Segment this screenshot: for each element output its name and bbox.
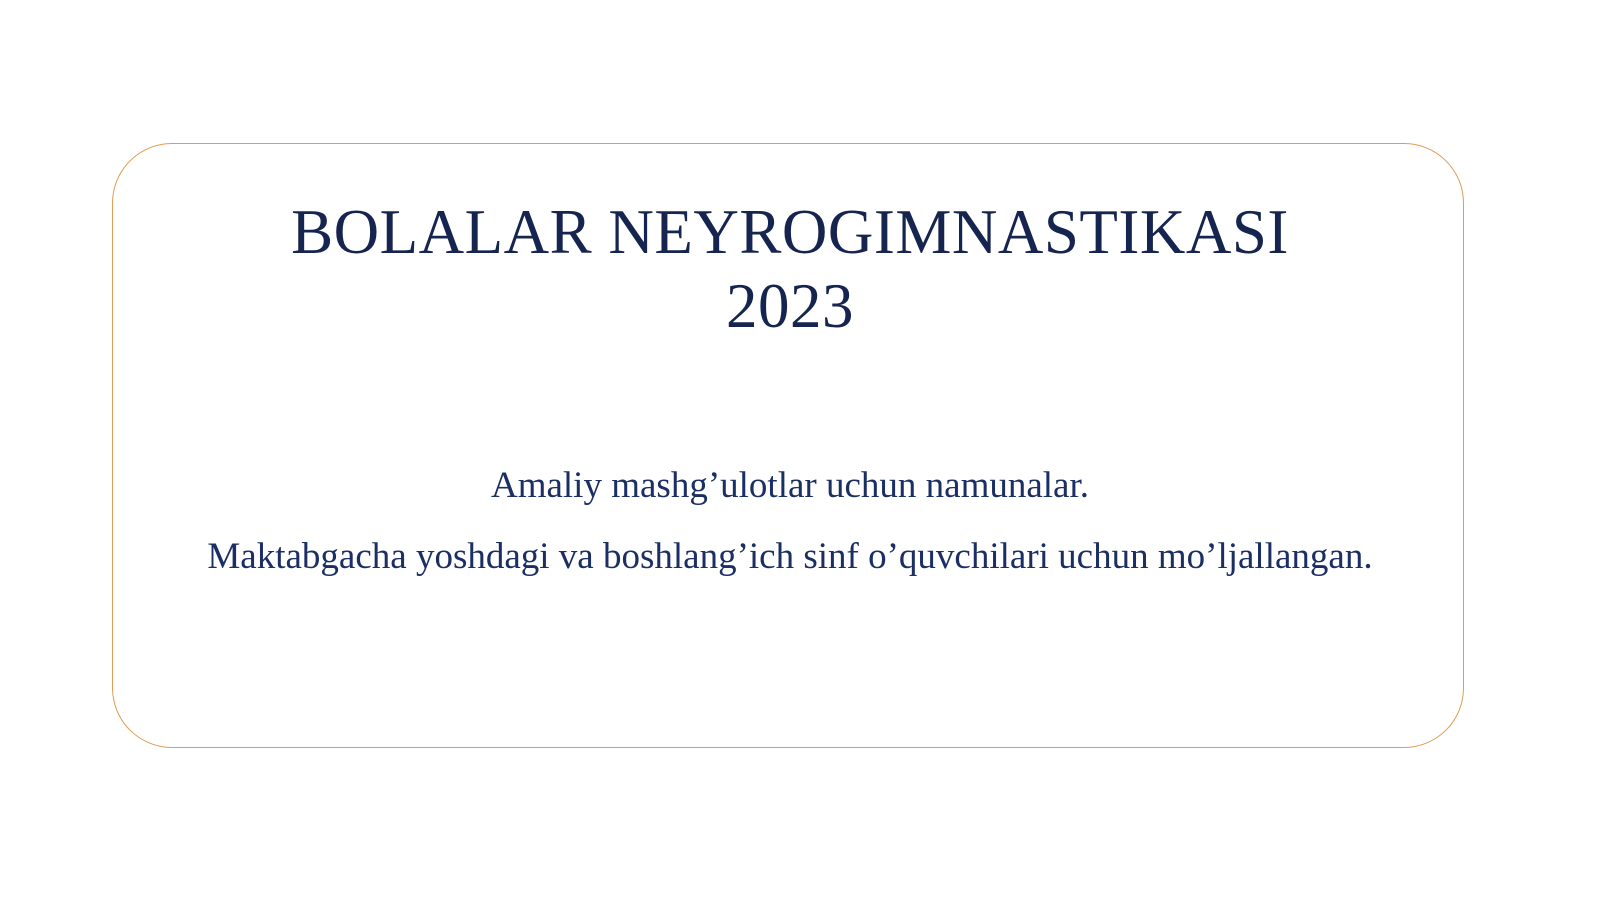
slide-subtitle-line-1: Amaliy mashg’ulotlar uchun namunalar. bbox=[490, 465, 1090, 506]
slide-subtitle bbox=[180, 460, 1400, 593]
slide-title-line-2: 2023 bbox=[726, 271, 854, 342]
slide-subtitle-line-2: Maktabgacha yoshdagi va boshlang’ich sinf o’quvchilari uchun mo’ljallangan. bbox=[207, 535, 1373, 577]
slide-title bbox=[160, 195, 1420, 344]
slide-title-line-1: BOLALAR NEYROGIMNASTIKASI bbox=[291, 197, 1289, 267]
